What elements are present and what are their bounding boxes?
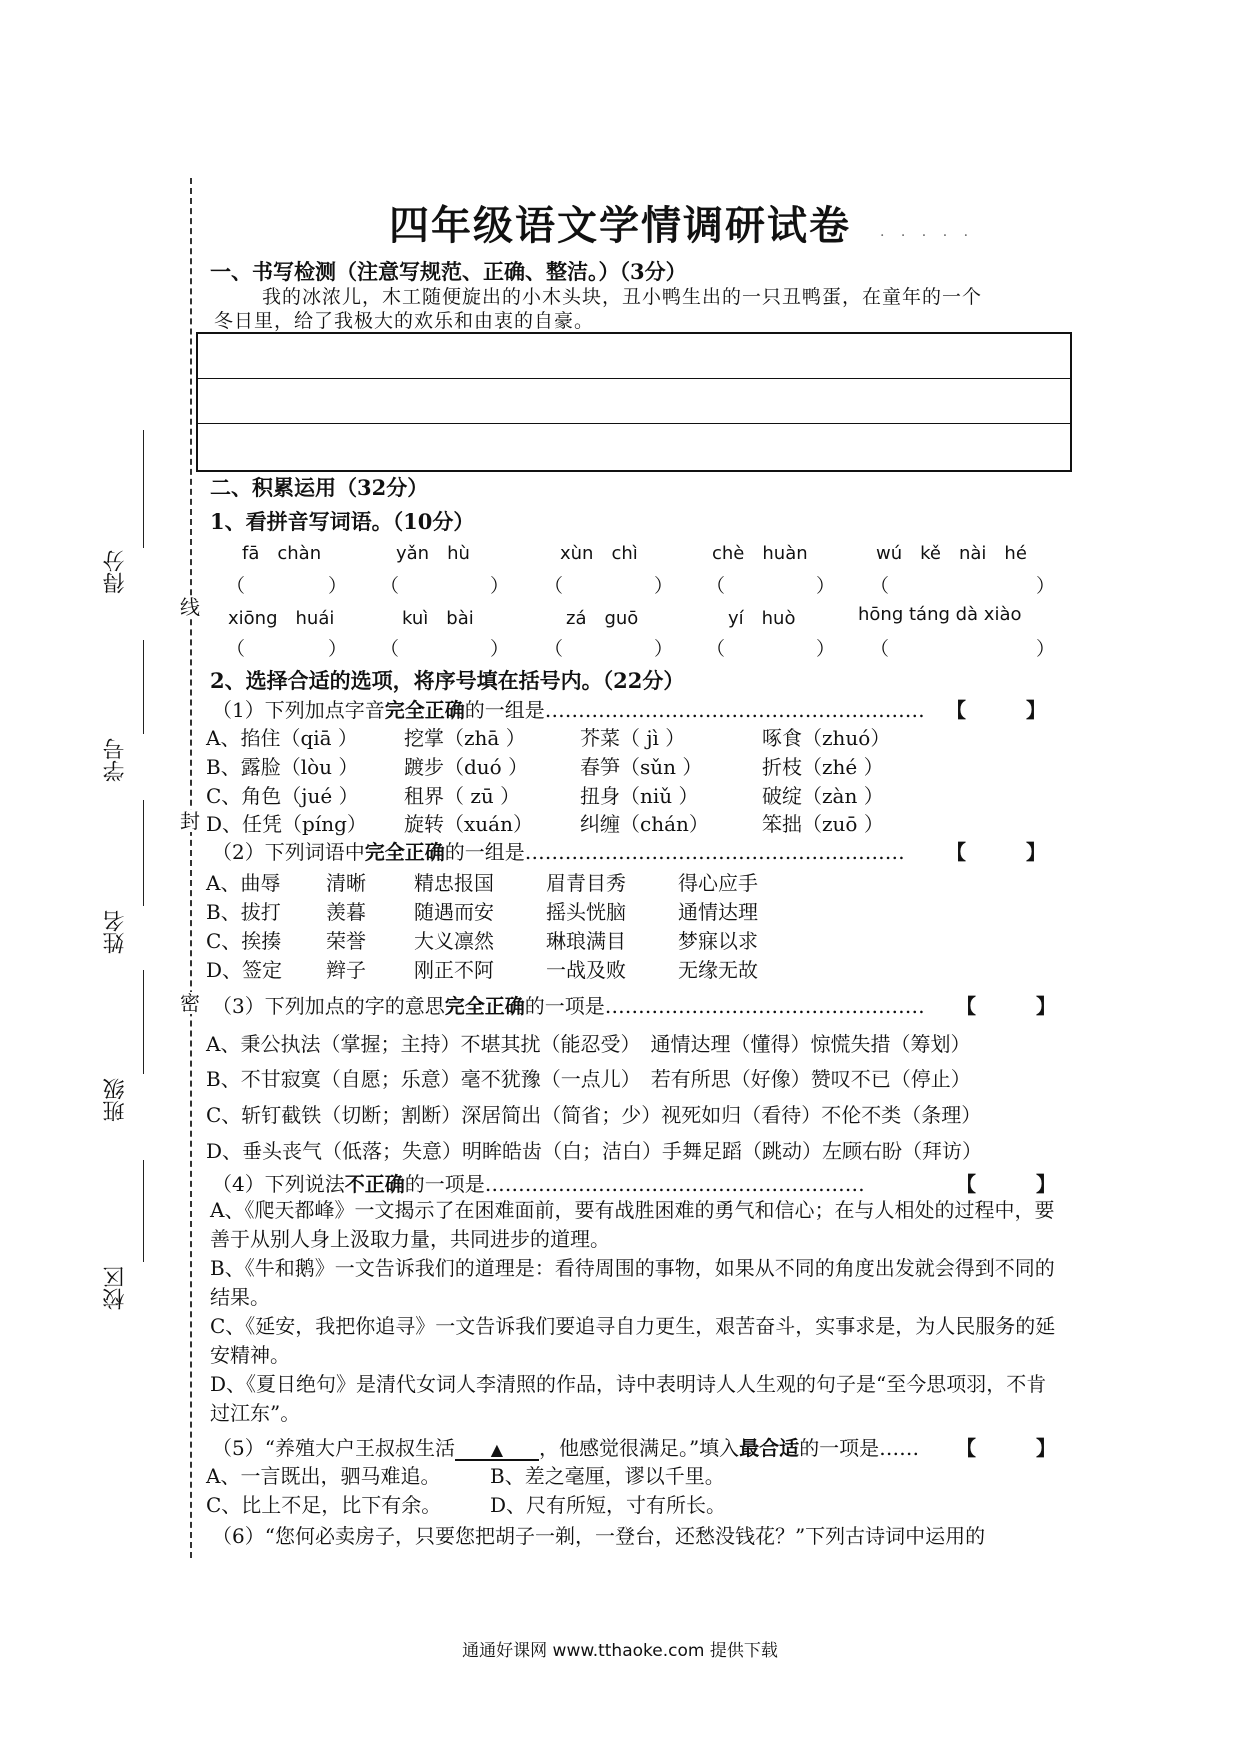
field-number	[100, 640, 160, 790]
option-text: 春笋（sǔn ）	[580, 755, 703, 779]
field-campus-line[interactable]	[143, 1160, 144, 1262]
pinyin-10: hōng táng dà xiào	[858, 604, 1022, 625]
answer-paren-close[interactable]: ）	[654, 638, 674, 660]
option-text: A、曲辱	[206, 871, 281, 895]
pinyin-7: kuì bài	[402, 608, 474, 629]
page-footer: 通通好课网 www.tthaoke.com 提供下载	[462, 1641, 778, 1661]
page-title: 四年级语文学情调研试卷	[389, 202, 851, 249]
answer-bracket-1[interactable]: 【 】	[946, 698, 1046, 722]
field-class	[100, 970, 160, 1150]
field-campus-label: 校区	[103, 1266, 128, 1310]
field-campus	[100, 1160, 160, 1320]
pinyin-9: yí huò	[728, 608, 796, 629]
answer-paren-close[interactable]: ）	[328, 638, 348, 660]
answer-paren-open: （	[544, 638, 564, 660]
answer-paren-close[interactable]: ）	[490, 638, 510, 660]
fold-char-secret: 密	[180, 991, 200, 1015]
fold-char-line: 线	[180, 595, 200, 619]
option-text: 琳琅满目	[546, 929, 626, 953]
option-text: C、比上不足，比下有余。	[206, 1493, 442, 1517]
handwriting-row[interactable]	[198, 424, 1070, 468]
sub1-stem: （1）下列加点字音完全正确的一组是…………………………………………………	[212, 698, 925, 722]
option-text: 梦寐以求	[678, 929, 758, 953]
option-text: 旋转（xuán）	[404, 812, 533, 836]
title-trailing-dots: · · · · ·	[880, 228, 975, 244]
answer-paren-close[interactable]: ）	[1036, 575, 1056, 597]
option-text: 一战及败	[546, 958, 626, 982]
option-text: 荣誉	[326, 929, 366, 953]
option-text: 眉青目秀	[546, 871, 626, 895]
sub5-stem: （5）“养殖大户王叔叔生活 ▲ ，他感觉很满足。”填入最合适的一项是……	[212, 1436, 920, 1460]
answer-paren-open: （	[226, 575, 246, 597]
fold-char-seal: 封	[180, 809, 200, 833]
option-text: 精忠报国	[414, 871, 494, 895]
option-text: 大义凛然	[414, 929, 494, 953]
handwriting-box[interactable]	[196, 332, 1072, 472]
pinyin-1: fā chàn	[242, 543, 322, 564]
answer-paren-close[interactable]: ）	[1036, 638, 1056, 660]
option-text: B、《牛和鹅》一文告诉我们的道理是：看待周围的事物，如果从不同的角度出发就会得到不同的结果。	[210, 1256, 1055, 1309]
option-text: B、拔打	[206, 900, 281, 924]
q1-heading: 1、看拼音写词语。（10分）	[210, 509, 475, 534]
option-text: 清晰	[326, 871, 366, 895]
handwriting-row[interactable]	[198, 379, 1070, 424]
answer-paren-open: （	[870, 638, 890, 660]
answer-paren-open: （	[380, 575, 400, 597]
option-text: D、签定	[206, 958, 283, 982]
field-number-line[interactable]	[143, 640, 144, 734]
option-text: 破绽（zàn ）	[762, 784, 884, 808]
pinyin-3: xùn chì	[560, 543, 638, 564]
answer-paren-open: （	[706, 638, 726, 660]
answer-paren-open: （	[544, 575, 564, 597]
part1-heading: 一、书写检测（注意写规范、正确、整洁。）（3分）	[210, 259, 687, 284]
field-class-line[interactable]	[143, 970, 144, 1074]
answer-paren-close[interactable]: ）	[816, 575, 836, 597]
option-text: A、《爬天都峰》一文揭示了在困难面前，要有战胜困难的勇气和信心；在与人相处的过程中，要善于从别人身上汲取力量，共同进步的道理。	[210, 1198, 1055, 1251]
option-text: 摇头恍脑	[546, 900, 626, 924]
pinyin-8: zá guō	[566, 608, 639, 629]
option-text: 租界（ zū ）	[404, 784, 521, 808]
pinyin-4: chè huàn	[712, 543, 808, 564]
option-text: B、不甘寂寞（自愿；乐意）毫不犹豫（一点儿） 若有所思（好像）赞叹不已（停止）	[206, 1067, 971, 1091]
answer-paren-close[interactable]: ）	[328, 575, 348, 597]
field-name	[100, 800, 160, 960]
option-text: B、露脸（lòu ）	[206, 755, 359, 779]
answer-paren-open: （	[226, 638, 246, 660]
answer-paren-open: （	[870, 575, 890, 597]
option-text: 辫子	[326, 958, 366, 982]
part1-text-line2: 冬日里，给了我极大的欢乐和由衷的自豪。	[214, 310, 595, 332]
option-text: A、一言既出，驷马难追。	[206, 1464, 441, 1488]
option-text: 刚正不阿	[414, 958, 494, 982]
sub6-stem: （6）“您何必卖房子，只要您把胡子一剃，一登台，还愁没钱花？”下列古诗词中运用的	[212, 1524, 986, 1548]
option-text: 羡暮	[326, 900, 366, 924]
option-text: C、角色（jué ）	[206, 784, 359, 808]
option-text: B、差之毫厘，谬以千里。	[490, 1464, 725, 1488]
option-text: A、掐住（qiā ）	[206, 726, 358, 750]
option-text: D、任凭（píng）	[206, 812, 367, 836]
q2-heading: 2、选择合适的选项，将序号填在括号内。（22分）	[210, 668, 685, 693]
field-score-label: 得分	[103, 550, 128, 594]
pinyin-5: wú kě nài hé	[876, 543, 1027, 564]
sub3-stem: （3）下列加点的字的意思完全正确的一项是…………………………………………	[212, 994, 925, 1018]
sub4-stem: （4）下列说法不正确的一项是…………………………………………………	[212, 1172, 865, 1196]
binding-fold-line	[190, 178, 192, 1558]
option-text: 啄食（zhuó）	[762, 726, 891, 750]
part2-heading: 二、积累运用（32分）	[210, 475, 429, 500]
option-text: 踱步（duó ）	[404, 755, 529, 779]
pinyin-6: xiōng huái	[228, 608, 335, 629]
option-text: 挖掌（zhā ）	[404, 726, 526, 750]
option-text: 笨拙（zuō ）	[762, 812, 884, 836]
option-text: 通情达理	[678, 900, 758, 924]
option-text: C、斩钉截铁（切断；割断）深居简出（简省；少）视死如归（看待）不伦不类（条理）	[206, 1103, 982, 1127]
pinyin-2: yǎn hù	[396, 543, 470, 564]
field-name-label: 姓名	[103, 910, 128, 954]
answer-paren-close[interactable]: ）	[490, 575, 510, 597]
answer-bracket-5[interactable]: 【 】	[956, 1436, 1056, 1460]
answer-bracket-4[interactable]: 【 】	[956, 1172, 1056, 1196]
option-text: 扭身（niǔ ）	[580, 784, 699, 808]
answer-bracket-2[interactable]: 【 】	[946, 840, 1046, 864]
part1-text-line1: 我的冰浓儿，木工随便旋出的小木头块，丑小鸭生出的一只丑鸭蛋，在童年的一个	[262, 286, 983, 308]
field-score-line[interactable]	[143, 430, 144, 548]
handwriting-row[interactable]	[198, 334, 1070, 379]
sub2-stem: （2）下列词语中完全正确的一组是…………………………………………………	[212, 840, 905, 864]
field-class-label: 班级	[103, 1078, 128, 1122]
field-score	[100, 430, 160, 630]
option-text: 随遇而安	[414, 900, 494, 924]
field-number-label: 学号	[103, 738, 128, 782]
option-text: 无缘无故	[678, 958, 758, 982]
answer-paren-close[interactable]: ）	[816, 638, 836, 660]
answer-bracket-3[interactable]: 【 】	[956, 994, 1056, 1018]
answer-paren-open: （	[380, 638, 400, 660]
option-text: C、挨揍	[206, 929, 282, 953]
option-text: D、垂头丧气（低落；失意）明眸皓齿（白；洁白）手舞足蹈（跳动）左顾右盼（拜访）	[206, 1139, 983, 1163]
answer-paren-close[interactable]: ）	[654, 575, 674, 597]
option-text: 纠缠（chán）	[580, 812, 709, 836]
fill-blank[interactable]: ▲	[455, 1440, 539, 1461]
option-text: D、《夏日绝句》是清代女词人李清照的作品，诗中表明诗人人生观的句子是“至今思项羽，不肯过江东”。	[210, 1372, 1047, 1425]
option-text: C、《延安，我把你追寻》一文告诉我们要追寻自力更生，艰苦奋斗，实事求是，为人民服务的延安精神。	[210, 1314, 1056, 1367]
option-text: 得心应手	[678, 871, 758, 895]
option-text: D、尺有所短，寸有所长。	[490, 1493, 727, 1517]
answer-paren-open: （	[706, 575, 726, 597]
option-text: A、秉公执法（掌握；主持）不堪其扰（能忍受） 通情达理（懂得）惊慌失措（筹划）	[206, 1032, 971, 1056]
field-name-line[interactable]	[143, 800, 144, 906]
option-text: 折枝（zhé ）	[762, 755, 884, 779]
option-text: 芥菜（ jì ）	[580, 726, 686, 750]
